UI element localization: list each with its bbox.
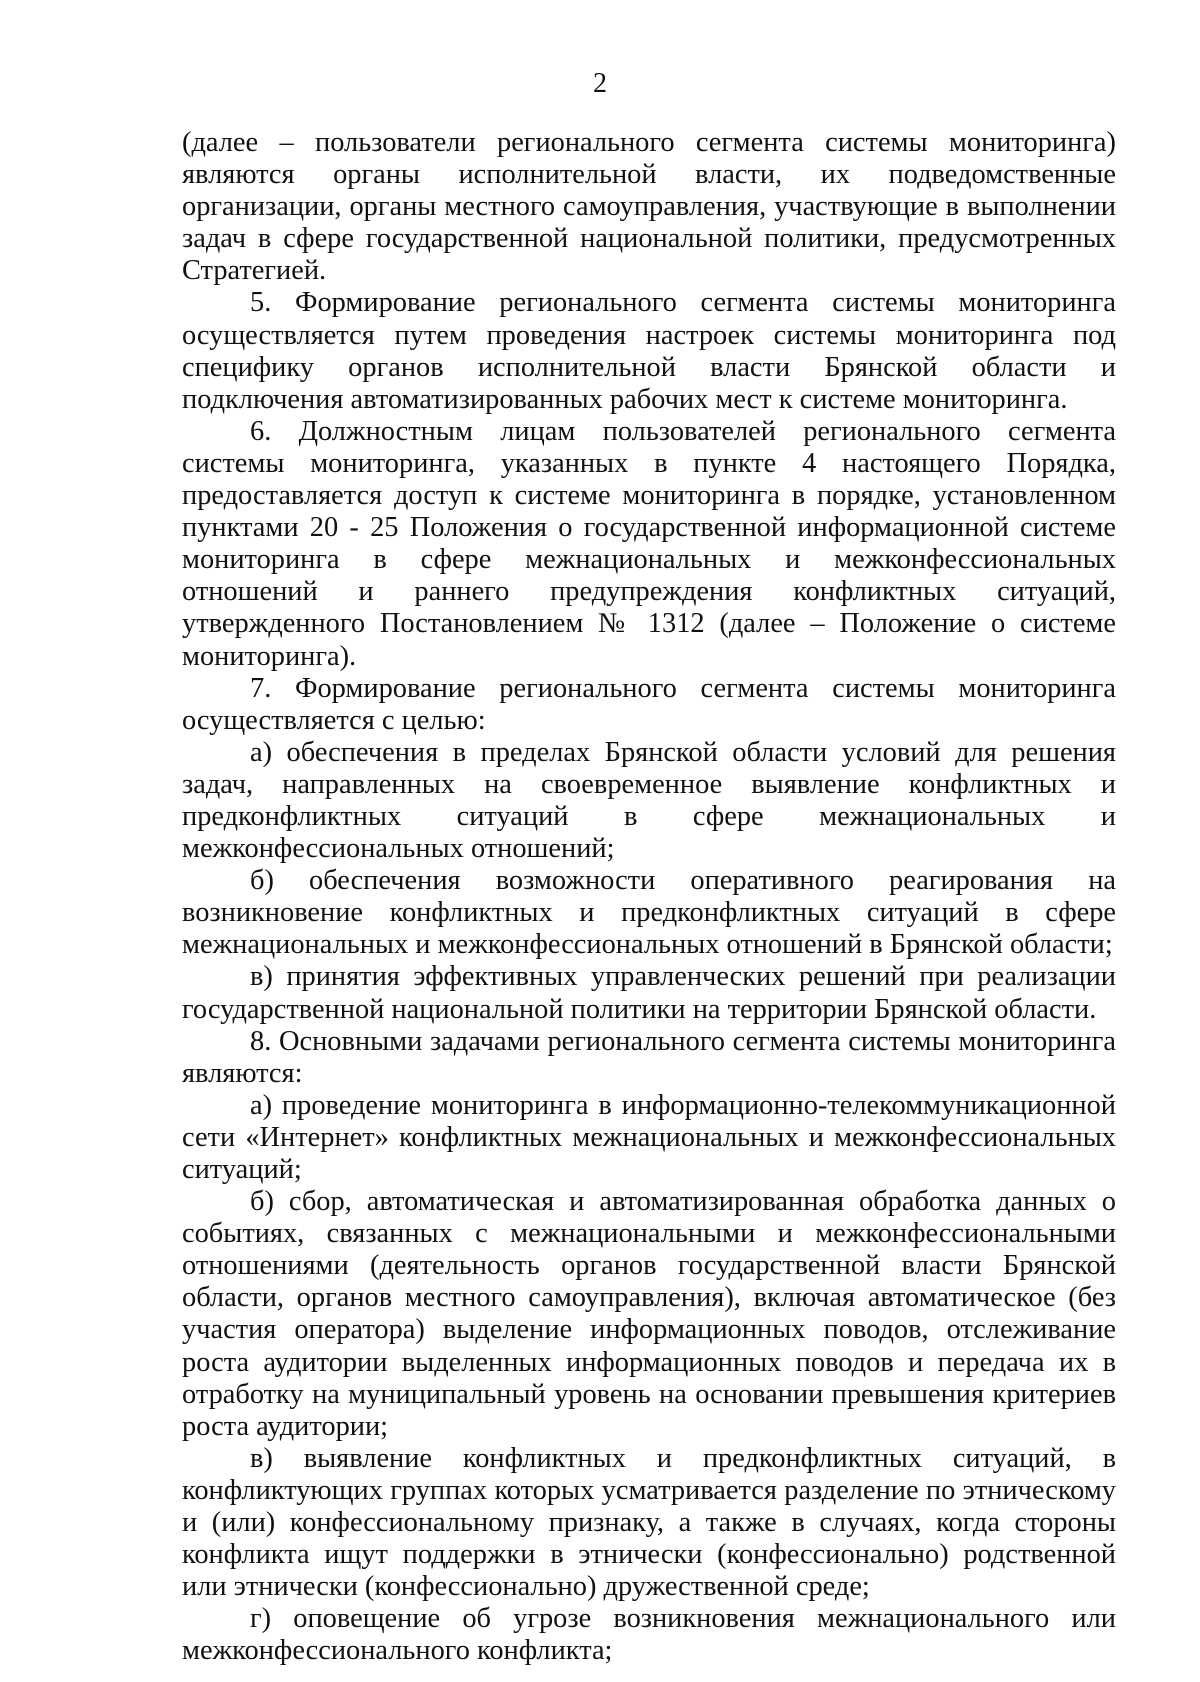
- paragraph-continuation: (далее – пользователи регионального сегмента системы мониторинга) являются органы исполнительной власти, их подведомственные организации, органы местного самоуправления, участвующие в выполнении задач в сфере государственной национальной политики, предусмотренных Стратегией.: [182, 127, 1116, 287]
- paragraph-item-8v: в) выявление конфликтных и предконфликтных ситуаций, в конфликтующих группах которых усматривается разделение по этническому и (или) конфессиональному признаку, а также в случаях, когда стороны конфликта ищут поддержки в этнически (конфессионально) родственной или этнически (конфессионально) дружественной среде;: [182, 1442, 1116, 1603]
- paragraph-item-8a: а) проведение мониторинга в информационно-телекоммуникационной сети «Интернет» конфликтных межнациональных и межконфессиональных ситуаций;: [182, 1089, 1116, 1185]
- paragraph-item-7v: в) принятия эффективных управленческих решений при реализации государственной национальной политики на территории Брянской области.: [182, 961, 1116, 1025]
- paragraph-item-8b: б) сбор, автоматическая и автоматизированная обработка данных о событиях, связанных с межнациональными и межконфессиональными отношениями (деятельность органов государственной власти Брянской области, органов местного самоуправления), включая автоматическое (без участия оператора) выделение информационных поводов, отслеживание роста аудитории выделенных информационных поводов и передача их в отработку на муниципальный уровень на основании превышения критериев роста аудитории;: [182, 1186, 1116, 1442]
- paragraph-item-7b: б) обеспечения возможности оперативного реагирования на возникновение конфликтных и предконфликтных ситуаций в сфере межнациональных и межконфессиональных отношений в Брянской области;: [182, 865, 1116, 961]
- paragraph-item-8g: г) оповещение об угрозе возникновения межнационального или межконфессионального конфликта;: [182, 1603, 1116, 1667]
- paragraph-item-8: 8. Основными задачами регионального сегмента системы мониторинга являются:: [182, 1025, 1116, 1089]
- page-number: 2: [593, 68, 607, 99]
- paragraph-item-5: 5. Формирование регионального сегмента системы мониторинга осуществляется путем проведения настроек системы мониторинга под специфику органов исполнительной власти Брянской области и подключения автоматизированных рабочих мест к системе мониторинга.: [182, 287, 1116, 415]
- document-body: [182, 127, 1116, 1668]
- paragraph-item-6: 6. Должностным лицам пользователей регионального сегмента системы мониторинга, указанных в пункте 4 настоящего Порядка, предоставляется доступ к системе мониторинга в порядке, установленном пунктами 20 - 25 Положения о государственной информационной системе мониторинга в сфере межнациональных и межконфессиональных отношений и раннего предупреждения конфликтных ситуаций, утвержденного Постановлением № 1312 (далее – Положение о системе мониторинга).: [182, 415, 1116, 672]
- paragraph-item-7: 7. Формирование регионального сегмента системы мониторинга осуществляется с целью:: [182, 672, 1116, 736]
- paragraph-item-7a: а) обеспечения в пределах Брянской области условий для решения задач, направленных на своевременное выявление конфликтных и предконфликтных ситуаций в сфере межнациональных и межконфессиональных отношений;: [182, 736, 1116, 865]
